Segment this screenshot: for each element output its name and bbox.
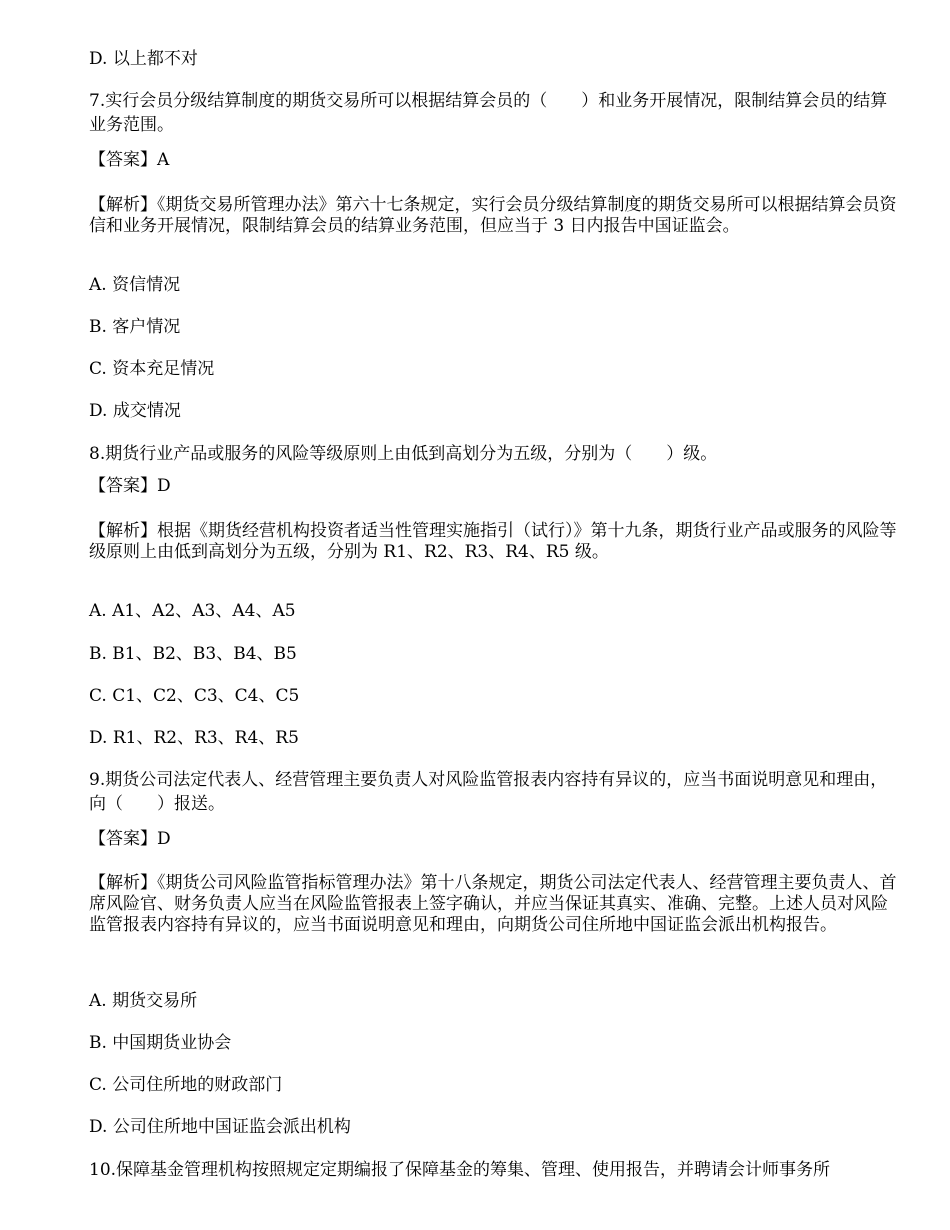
q8-option-d: D. R1、R2、R3、R4、R5 [89,728,299,748]
q9-answer: 【答案】D [89,829,171,849]
q8-option-a: A. A1、A2、A3、A4、A5 [89,601,296,621]
q8-explanation: 【解析】根据《期货经营机构投资者适当性管理实施指引（试行）》第十九条，期货行业产品或服务的风险等级原则上由低到高划分为五级，分别为 R1、R2、R3、R4、R5 级。 [89,521,897,562]
q8-option-c: C. C1、C2、C3、C4、C5 [89,686,300,706]
q6-option-d: D. 以上都不对 [89,49,198,69]
q8-question: 8.期货行业产品或服务的风险等级原则上由低到高划分为五级，分别为（ ）级。 [89,444,718,464]
q7-option-c: C. 资本充足情况 [89,359,215,379]
q9-explanation: 【解析】《期货公司风险监管指标管理办法》第十八条规定，期货公司法定代表人、经营管理主要负责人、首席风险官、财务负责人应当在风险监管报表上签字确认，并应当保证其真实、准确、完整。上述人员对风险监管报表内容持有异议的，应当书面说明意见和理由，向期货公司住所地中国证监会派出机构报告。 [89,873,897,935]
q7-option-a: A. 资信情况 [89,275,181,295]
q7-option-d: D. 成交情况 [89,401,181,421]
q9-option-a: A. 期货交易所 [89,991,198,1011]
q10-question: 10.保障基金管理机构按照规定定期编报了保障基金的筹集、管理、使用报告，并聘请会计师事务所 [89,1160,831,1180]
q9-option-c: C. 公司住所地的财政部门 [89,1075,283,1095]
q9-question: 9.期货公司法定代表人、经营管理主要负责人对风险监管报表内容持有异议的，应当书面说明意见和理由，向（ ）报送。 [89,770,888,814]
q9-option-d: D. 公司住所地中国证监会派出机构 [89,1117,351,1137]
q7-explanation: 【解析】《期货交易所管理办法》第六十七条规定，实行会员分级结算制度的期货交易所可以根据结算会员资信和业务开展情况，限制结算会员的结算业务范围，但应当于 3 日内报告中国证监会。 [89,195,897,236]
q9-option-b: B. 中国期货业协会 [89,1033,232,1053]
q7-option-b: B. 客户情况 [89,317,181,337]
q7-answer: 【答案】A [89,150,170,170]
q8-answer: 【答案】D [89,476,171,496]
q7-question: 7.实行会员分级结算制度的期货交易所可以根据结算会员的（ ）和业务开展情况，限制结算会员的结算业务范围。 [89,91,888,135]
q8-option-b: B. B1、B2、B3、B4、B5 [89,644,297,664]
